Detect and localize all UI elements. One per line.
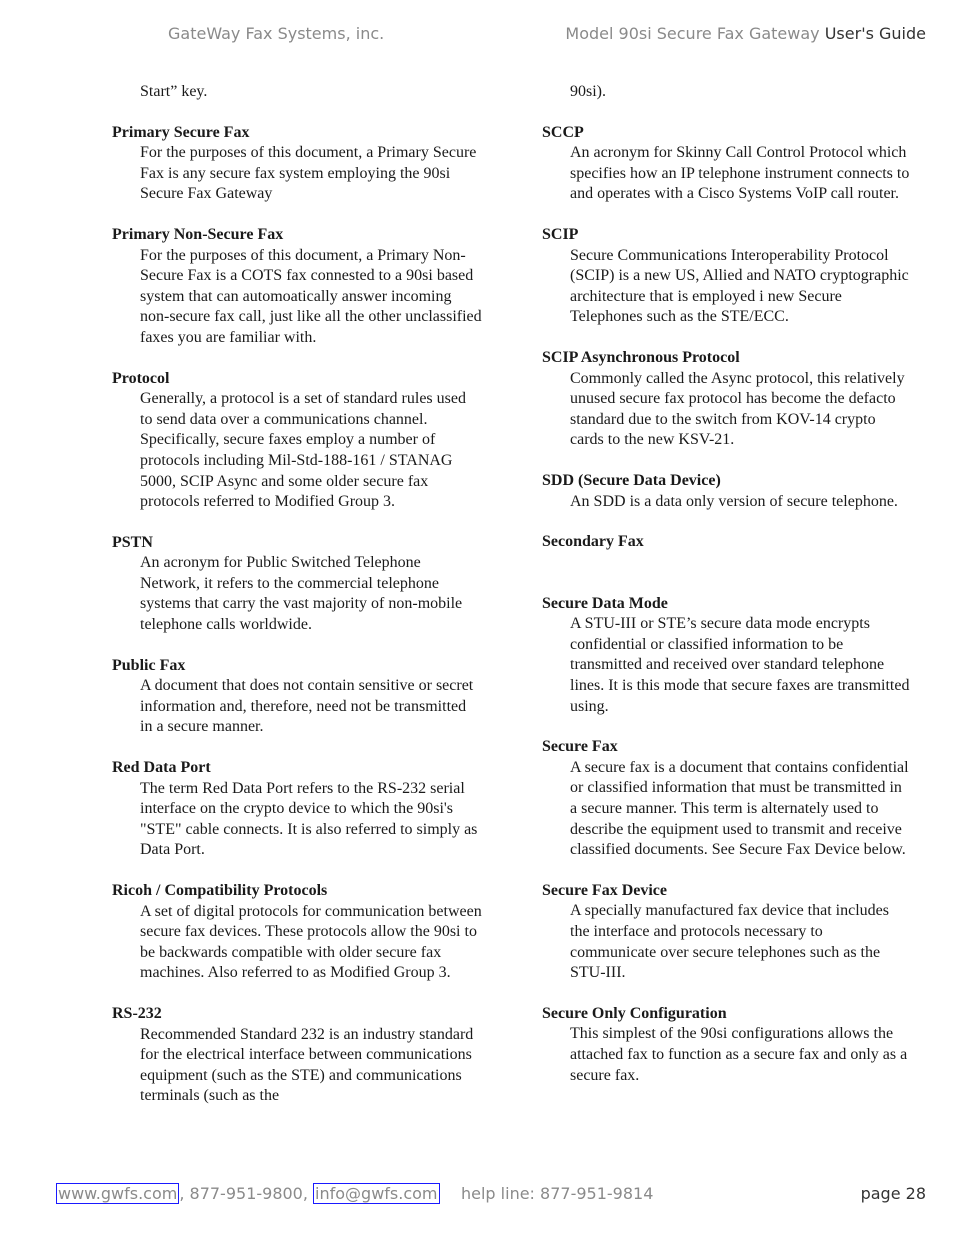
glossary-entry: [112, 881, 482, 984]
entry-definition: A STU-III or STE’s secure data mode encrypts confidential or classified information to be transmitted and received over standard telephone lines. It is this mode that secure faxes are transmitted using.: [570, 615, 910, 715]
glossary-entry: [542, 123, 912, 205]
entry-term: Secure Only Configuration: [542, 1004, 727, 1022]
glossary-entry: [542, 532, 912, 553]
glossary-entry: [542, 594, 912, 718]
email-link[interactable]: info@gwfs.com: [315, 1184, 438, 1203]
entry-term: Primary Secure Fax: [112, 123, 250, 141]
entry-definition: Recommended Standard 232 is an industry standard for the electrical interface between communications equipment (such as the STE) and communications terminals (such as the: [140, 1025, 474, 1105]
glossary-entry: [112, 369, 482, 513]
entry-term: SCIP Asynchronous Protocol: [542, 348, 740, 366]
entry-definition: For the purposes of this document, a Primary Non-Secure Fax is a COTS fax connested to a 90si based system that can automoatically answer incoming non-secure fax call, just like all the other unclassified faxes you are familiar with.: [140, 246, 482, 346]
left-column: [112, 80, 482, 1127]
entry-definition: For the purposes of this document, a Primary Secure Fax is any secure fax system employing the 90si Secure Fax Gateway: [140, 144, 477, 203]
entry-term: Primary Non-Secure Fax: [112, 225, 284, 243]
entry-definition: Secure Communications Interoperability Protocol (SCIP) is a new US, Allied and NATO cryptographic architecture that is employed i new Secure Telephones such as the STE/ECC.: [570, 246, 909, 326]
entry-definition: An acronym for Skinny Call Control Protocol which specifies how an IP telephone instrument connects to and operates with a Cisco Systems VoIP call router.: [570, 144, 910, 203]
entry-definition: A specially manufactured fax device that includes the interface and protocols necessary to communicate over secure telephones such as the STU-III.: [570, 902, 889, 982]
entry-definition: The term Red Data Port refers to the RS-232 serial interface on the crypto device to which the 90si's "STE" cable connects. It is also referred to simply as Data Port.: [140, 779, 478, 859]
continued-text: Start” key.: [140, 83, 208, 100]
glossary-entry: [542, 1004, 912, 1086]
glossary-entry: [542, 225, 912, 328]
glossary-entry: [542, 471, 912, 512]
footer: [56, 1184, 926, 1203]
header-model: Model 90si Secure Fax Gateway: [565, 24, 820, 43]
entry-term: Secure Fax Device: [542, 881, 667, 899]
glossary-entry: [112, 656, 482, 738]
entry-definition: Commonly called the Async protocol, this relatively unused secure fax protocol has become the defacto standard due to the switch from KOV-14 crypto cards to the new KSV-21.: [570, 369, 905, 449]
entry-term: RS-232: [112, 1004, 162, 1022]
glossary-entry: [112, 758, 482, 861]
right-column: [542, 80, 912, 1106]
footer-phone: , 877-951-9800,: [179, 1184, 314, 1203]
entry-term: SCIP: [542, 225, 579, 243]
glossary-entry: [542, 348, 912, 451]
header-title: [565, 24, 926, 43]
glossary-entry: [112, 123, 482, 205]
entry-term: Secondary Fax: [542, 533, 644, 551]
continued-text: 90si).: [570, 83, 606, 100]
website-link[interactable]: www.gwfs.com: [58, 1184, 178, 1203]
header-guide: User's Guide: [824, 24, 926, 43]
entry-term: Secure Fax: [542, 738, 618, 756]
entry-term: Red Data Port: [112, 759, 211, 777]
entry-definition: Generally, a protocol is a set of standard rules used to send data over a communications channel. Specifically, secure faxes employ a number of protocols including Mil-Std-188-161 / STANAG 5000, SCIP Async and some older secure fax protocols referred to Modified Group 3.: [140, 390, 466, 511]
entry-term: PSTN: [112, 533, 153, 551]
entry-term: Secure Data Mode: [542, 594, 668, 612]
entry-definition: A secure fax is a document that contains confidential or classified information that must be transmitted in a secure manner. This term is alternately used to describe the equipment used to transmit and receive classified documents. See Secure Fax Device below.: [570, 758, 909, 859]
glossary-entry: [112, 1004, 482, 1107]
glossary-entry: [542, 737, 912, 861]
entry-definition: An SDD is a data only version of secure telephone.: [570, 492, 898, 510]
entry-term: Ricoh / Compatibility Protocols: [112, 882, 328, 899]
entry-definition: A set of digital protocols for communication between secure fax devices. These protocols allow the 90si to be backwards compatible with older secure fax machines. Also referred to as Modified Group 3.: [140, 902, 482, 982]
help-line: help line: 877-951-9814: [461, 1184, 654, 1203]
glossary-entry: [542, 881, 912, 984]
entry-term: SCCP: [542, 123, 584, 141]
entry-definition: An acronym for Public Switched Telephone Network, it refers to the commercial telephone systems that carry the vast majority of non-mobile telephone calls worldwide.: [140, 554, 463, 634]
glossary-entry: [112, 225, 482, 349]
entry-definition: This simplest of the 90si configurations allows the attached fax to function as a secure fax and only as a secure fax.: [570, 1025, 908, 1084]
entry-definition: A document that does not contain sensitive or secret information and, therefore, need not be transmitted in a secure manner.: [140, 677, 474, 736]
entry-term: SDD (Secure Data Device): [542, 471, 721, 489]
entry-term: Public Fax: [112, 656, 186, 674]
header-company: GateWay Fax Systems, inc.: [168, 24, 385, 43]
glossary-entry: [112, 533, 482, 636]
entry-term: Protocol: [112, 369, 170, 387]
page-number: page 28: [860, 1184, 926, 1203]
